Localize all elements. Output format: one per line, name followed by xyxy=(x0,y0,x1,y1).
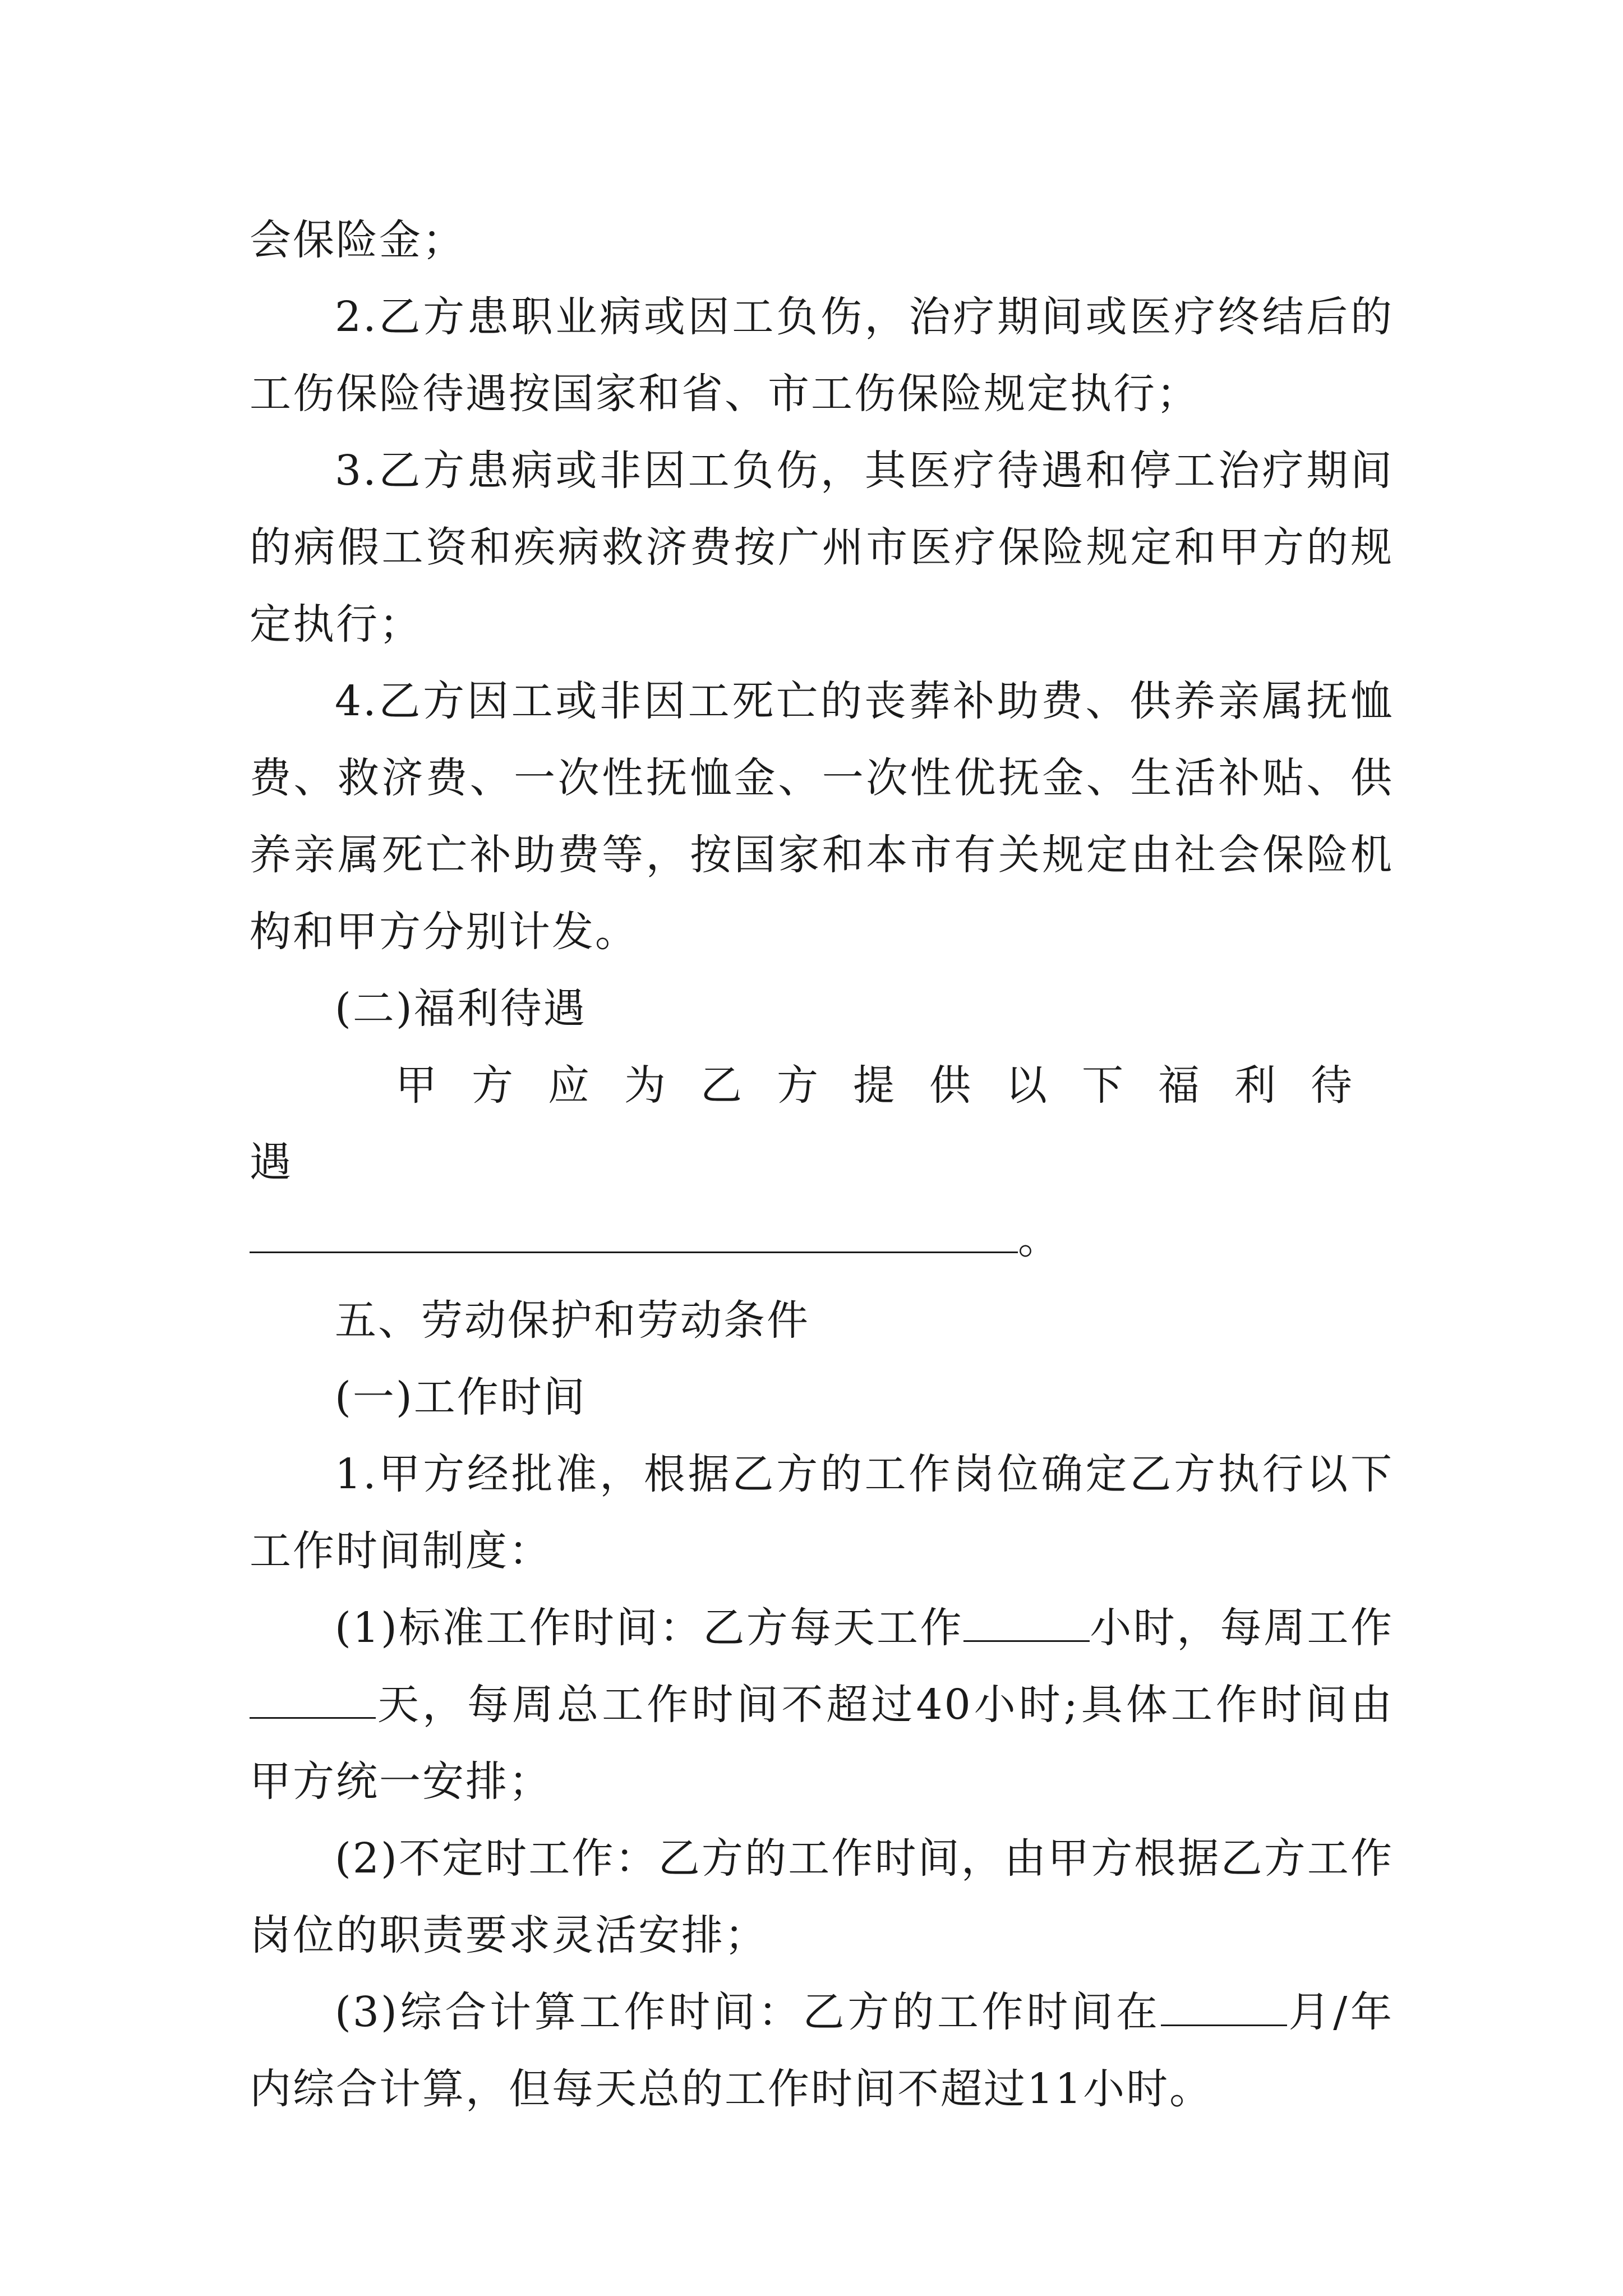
paragraph-death-benefits: 4.乙方因工或非因工死亡的丧葬补助费、供养亲属抚恤费、救济费、一次性抚恤金、一次性优抚金、生活补贴、供养亲属死亡补助费等，按国家和本市有关规定由社会保险机构和甲方分别计发。 xyxy=(250,677,1394,956)
standard-hours-text-a: (1)标准工作时间：乙方每天工作 xyxy=(335,1604,963,1652)
paragraph-working-hours-system: 1.甲方经批准，根据乙方的工作岗位确定乙方执行以下工作时间制度： xyxy=(250,1450,1394,1575)
comprehensive-period-blank[interactable] xyxy=(1161,1991,1287,2026)
standard-hours-text-c: 天，每周总工作时间不超过40小时;具体工作时间由甲方统一安排； xyxy=(250,1681,1394,1806)
welfare-fill-in-blank[interactable] xyxy=(250,1218,1018,1253)
welfare-blank-line xyxy=(250,1201,1394,1278)
paragraph-welfare-provision: 甲方应为乙方提供以下福利待遇 xyxy=(250,1061,1387,1186)
paragraph-standard-hours xyxy=(250,1590,1394,1820)
document-body xyxy=(250,202,1394,2128)
standard-hours-text-b: 小时，每周工作 xyxy=(1089,1604,1394,1652)
comprehensive-hours-text-a: (3)综合计算工作时间：乙方的工作时间在 xyxy=(335,1988,1161,2036)
paragraph-occupational-injury: 2.乙方患职业病或因工负伤，治疗期间或医疗终结后的工伤保险待遇按国家和省、市工伤保险规定执行； xyxy=(250,293,1394,418)
paragraph-flexible-hours: (2)不定时工作：乙方的工作时间，由甲方根据乙方工作岗位的职责要求灵活安排； xyxy=(250,1834,1394,1959)
heading-labor-protection: 五、劳动保护和劳动条件 xyxy=(335,1296,810,1345)
paragraph-insurance-continuation: 会保险金； xyxy=(250,216,465,264)
heading-welfare-benefits: (二)福利待遇 xyxy=(335,984,587,1033)
heading-working-hours: (一)工作时间 xyxy=(335,1373,587,1421)
hours-per-day-blank[interactable] xyxy=(963,1607,1090,1642)
paragraph-illness-treatment: 3.乙方患病或非因工负伤，其医疗待遇和停工治疗期间的病假工资和疾病救济费按广州市医疗保险规定和甲方的规定执行； xyxy=(250,447,1394,648)
welfare-period: 。 xyxy=(1018,1215,1061,1263)
paragraph-comprehensive-hours xyxy=(250,1974,1394,2128)
days-per-week-blank[interactable] xyxy=(250,1683,376,1719)
comprehensive-hours-text-b: 月/年内综合计算，但每天总的工作时间不超过11小时。 xyxy=(250,1988,1394,2113)
